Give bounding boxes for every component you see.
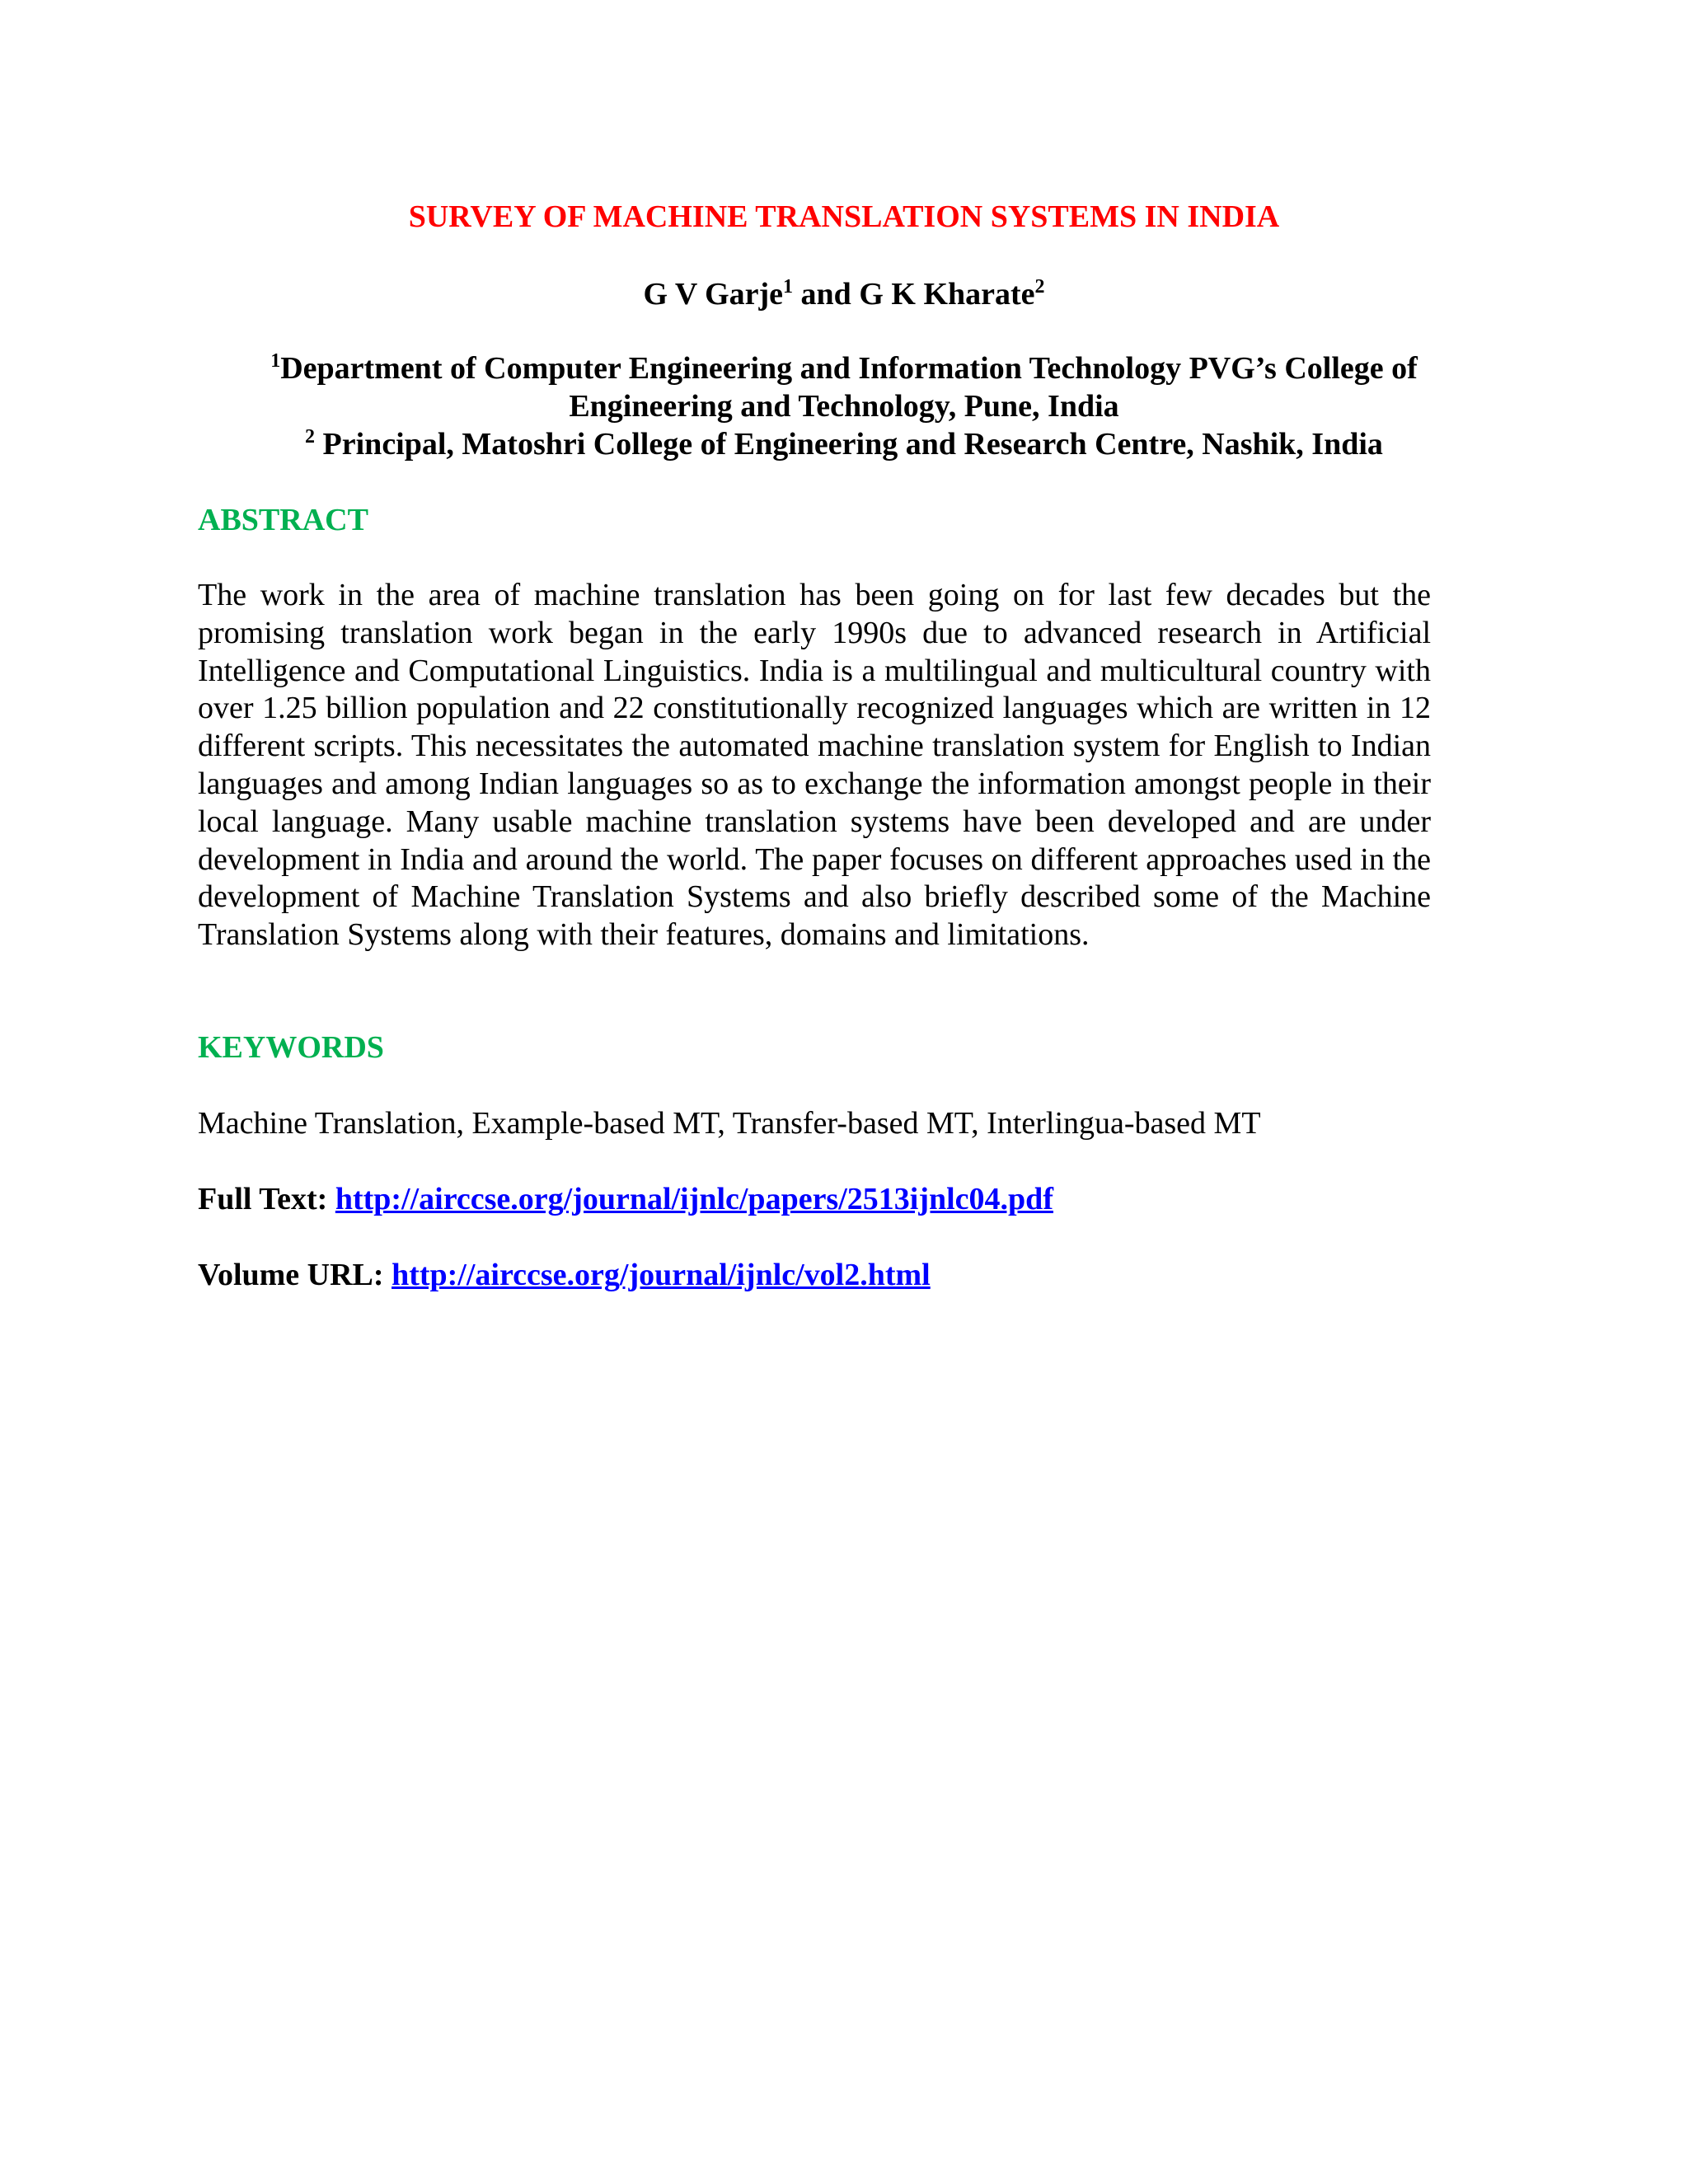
volume-url-label: Volume URL: <box>198 1258 392 1292</box>
affiliation-2-text: Principal, Matoshri College of Engineering and Research Centre, Nashik, India <box>315 427 1383 462</box>
affiliations <box>0 349 1688 463</box>
full-text-label: Full Text: <box>198 1182 335 1216</box>
author-2-superscript: 2 <box>1034 276 1045 298</box>
paper-title: SURVEY OF MACHINE TRANSLATION SYSTEMS IN INDIA <box>408 199 1280 234</box>
author-1-superscript: 1 <box>783 276 794 298</box>
author-connector: and <box>793 277 860 312</box>
affiliation-2-superscript: 2 <box>305 426 316 448</box>
author-line <box>0 275 1688 313</box>
full-text-link[interactable]: http://airccse.org/journal/ijnlc/papers/2513ijnlc04.pdf <box>335 1182 1053 1216</box>
affiliation-1-line-2: Engineering and Technology, Pune, India <box>569 389 1119 424</box>
keywords-text: Machine Translation, Example-based MT, Transfer-based MT, Interlingua-based MT <box>198 1106 1261 1141</box>
abstract-text: The work in the area of machine translation has been going on for last few decades but the promising translation work began in the early 1990s due to advanced research in Artificial Intelligence and Computational Linguistics. India is a multilingual and multicultural country with over 1.25 billion population and 22 constitutionally recognized languages which are written in 12 different scripts. This necessitates the automated machine translation system for English to Indian languages and among Indian languages so as to exchange the information amongst people in their local language. Many usable machine translation systems have been developed and are under development in India and around the world. The paper focuses on different approaches used in the development of Machine Translation Systems and also briefly described some of the Machine Translation Systems along with their features, domains and limitations. <box>198 578 1431 953</box>
author-2-name: G K Kharate <box>859 277 1035 312</box>
affiliation-2-line <box>0 425 1688 463</box>
keywords-heading: KEYWORDS <box>198 1030 384 1065</box>
volume-url-row <box>198 1256 931 1294</box>
affiliation-1-text-line-1: Department of Computer Engineering and Information Technology PVG’s College of <box>280 351 1418 386</box>
affiliation-1-line-1 <box>0 349 1688 387</box>
full-text-row <box>198 1180 1053 1218</box>
affiliation-1-superscript: 1 <box>270 350 281 372</box>
volume-url-link[interactable]: http://airccse.org/journal/ijnlc/vol2.html <box>392 1258 931 1292</box>
author-1-name: G V Garje <box>643 277 784 312</box>
abstract-heading: ABSTRACT <box>198 503 368 537</box>
